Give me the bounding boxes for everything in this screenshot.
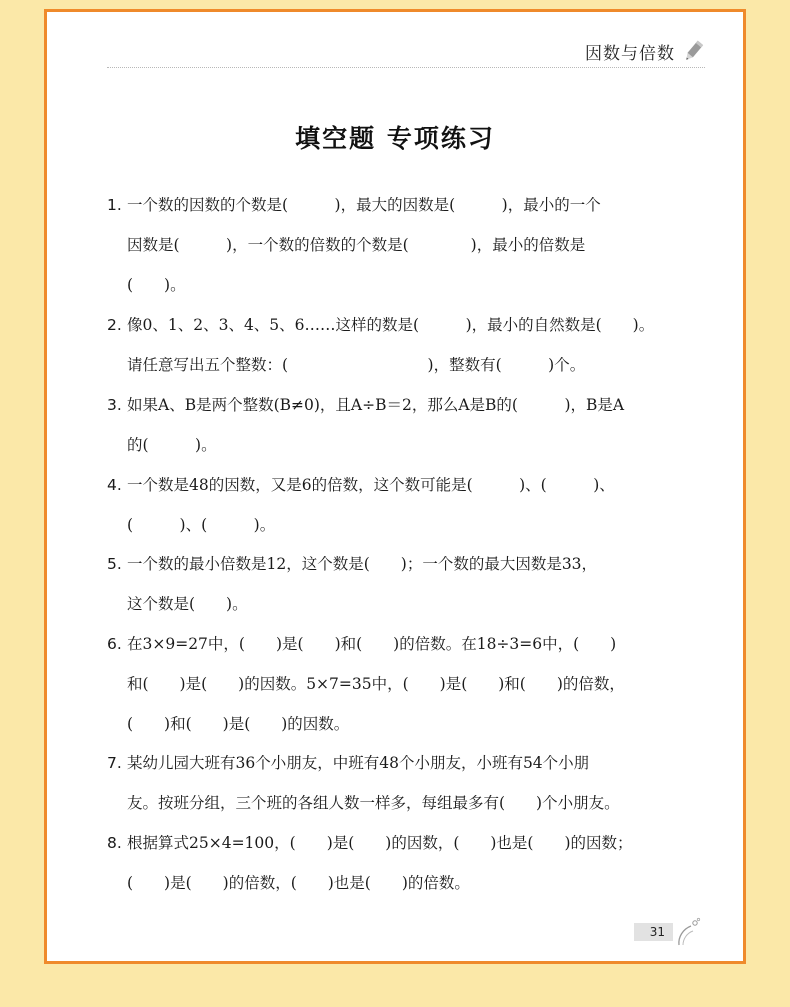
question-line: 一个数的最小倍数是12，这个数是( )；一个数的最大因数是33， (127, 555, 598, 573)
question-line: ( )和( )是( )的因数。 (127, 715, 350, 733)
header-divider (107, 67, 705, 68)
question-line: 在3×9=27中，( )是( )和( )的倍数。在18÷3=6中，( ) (127, 635, 617, 653)
question-1 (107, 185, 687, 305)
question-number: 5. (107, 555, 122, 573)
question-line: ( )。 (127, 276, 186, 294)
question-4 (107, 465, 687, 545)
question-line: ( )是( )的倍数，( )也是( )的倍数。 (127, 874, 470, 892)
question-number: 2. (107, 316, 122, 334)
question-line: 如果A、B是两个整数(B≠0)，且A÷B＝2，那么A是B的( )，B是A (127, 396, 625, 414)
question-line: 因数是( )，一个数的倍数的个数是( )，最小的倍数是 (127, 236, 586, 254)
question-line: 一个数的因数的个数是( )，最大的因数是( )，最小的一个 (127, 196, 601, 214)
question-line: 友。按班分组，三个班的各组人数一样多，每组最多有( )个小朋友。 (127, 794, 620, 812)
question-line: 根据算式25×4=100，( )是( )的因数，( )也是( )的因数； (127, 834, 633, 852)
question-number: 4. (107, 476, 122, 494)
question-number: 7. (107, 754, 122, 772)
question-number: 8. (107, 834, 122, 852)
question-2 (107, 305, 687, 385)
section-header (585, 38, 705, 64)
question-line: 和( )是( )的因数。5×7=35中，( )是( )和( )的倍数， (127, 675, 625, 693)
question-number: 1. (107, 196, 122, 214)
question-line: 这个数是( )。 (127, 595, 248, 613)
page-number: 31 (634, 923, 673, 941)
question-number: 3. (107, 396, 122, 414)
question-5 (107, 544, 687, 624)
page-title: 填空题 专项练习 (295, 124, 495, 153)
question-line: 的( )。 (127, 436, 217, 454)
pencil-icon (681, 38, 705, 64)
question-line: 某幼儿园大班有36个小朋友，中班有48个小朋友，小班有54个小朋 (127, 754, 590, 772)
section-title: 因数与倍数 (585, 43, 675, 64)
question-line: 像0、1、2、3、4、5、6……这样的数是( )，最小的自然数是( )。 (127, 316, 655, 334)
question-line: ( )、( )。 (127, 516, 276, 534)
question-number: 6. (107, 635, 122, 653)
question-line: 请任意写出五个整数：( )，整数有( )个。 (127, 356, 586, 374)
question-3 (107, 385, 687, 465)
page-footer (634, 917, 701, 947)
question-8 (107, 823, 687, 903)
question-line: 一个数是48的因数，又是6的倍数，这个数可能是( )、( )、 (127, 476, 615, 494)
question-6 (107, 624, 687, 744)
worksheet-page (44, 9, 746, 964)
swirl-icon (675, 917, 701, 947)
question-7 (107, 743, 687, 823)
